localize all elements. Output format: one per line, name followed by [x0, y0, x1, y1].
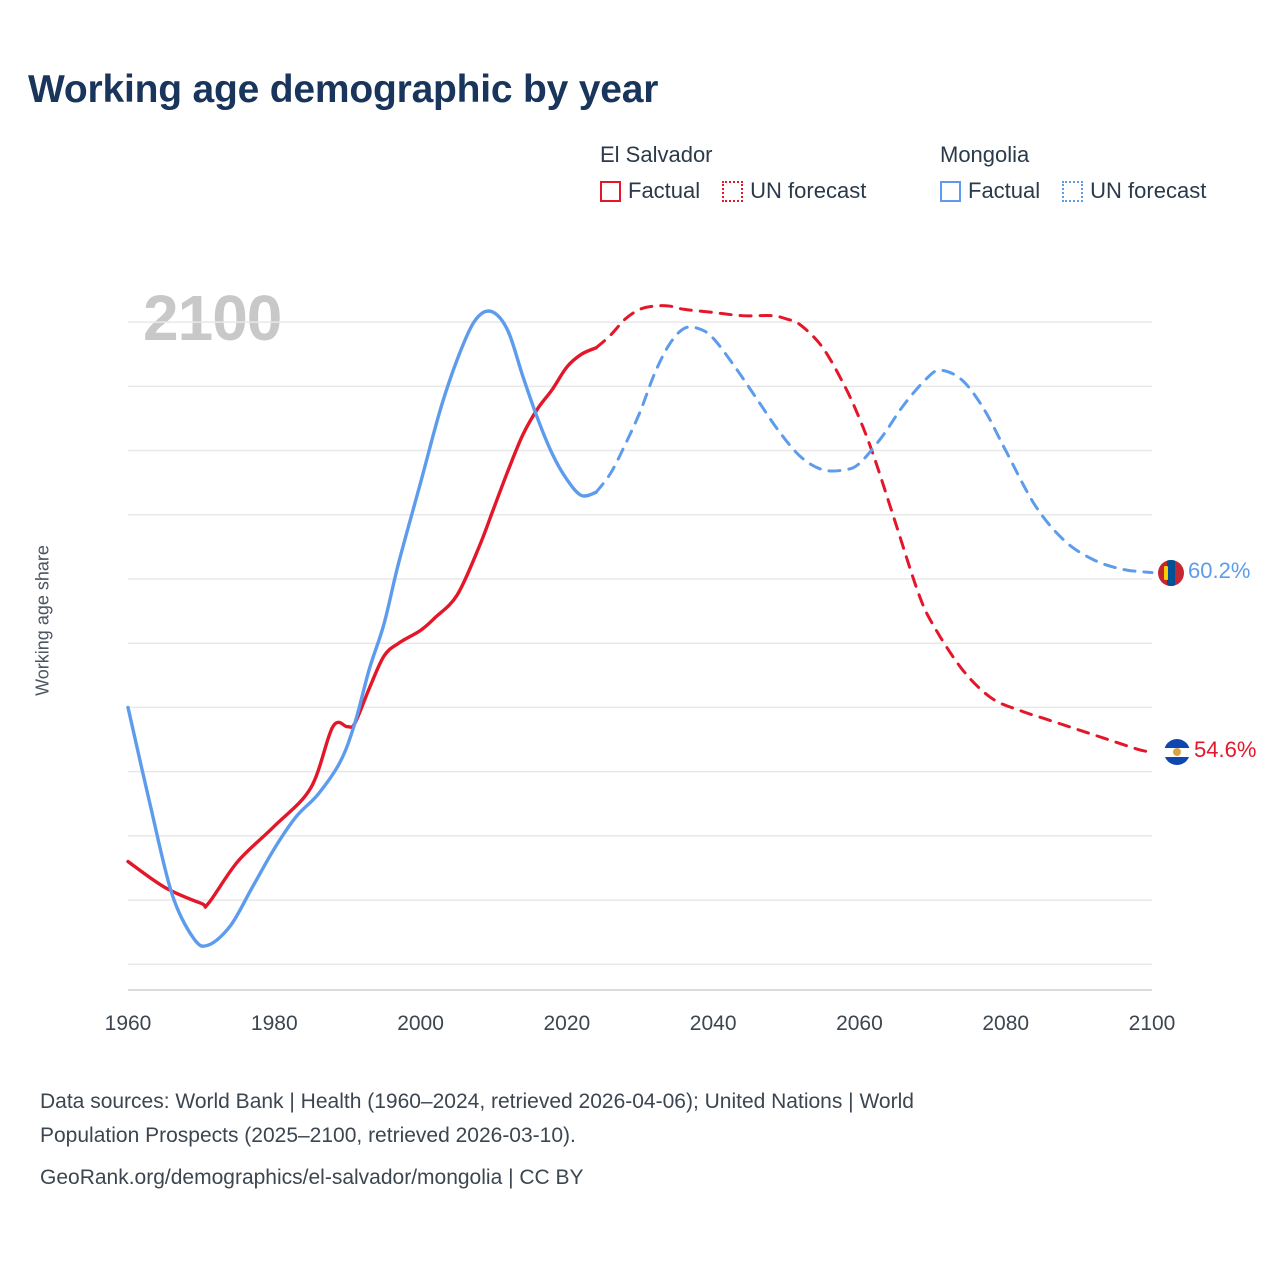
- x-axis-tick-label: 2020: [543, 1012, 591, 1035]
- footer-line-2: Population Prospects (2025–2100, retrieved 2026-03-10).: [40, 1124, 576, 1147]
- legend-country-label: El Salvador: [600, 142, 713, 167]
- x-axis-tick-label: 2060: [836, 1012, 883, 1035]
- year-watermark: 2100: [143, 282, 282, 354]
- x-axis-tick-label: 2040: [689, 1012, 737, 1035]
- legend-item-label: UN forecast: [1090, 178, 1207, 203]
- series-line: [128, 311, 596, 946]
- legend-item-label: Factual: [628, 178, 701, 203]
- endpoint-label-el-salvador: 54.6%: [1194, 737, 1257, 763]
- series-line: [596, 327, 1152, 573]
- mongolia-flag-icon: [1158, 560, 1184, 586]
- endpoint-label-mongolia: 60.2%: [1188, 557, 1251, 583]
- y-axis-label: Working age share: [32, 545, 53, 696]
- x-axis-tick-label: 2100: [1128, 1012, 1176, 1035]
- legend-country-label: Mongolia: [940, 142, 1030, 167]
- footer-line-3: GeoRank.org/demographics/el-salvador/mongolia | CC BY: [40, 1166, 584, 1189]
- legend-item-label: Factual: [968, 178, 1041, 203]
- x-axis-tick-label: 1980: [250, 1012, 298, 1035]
- x-axis-tick-label: 2000: [397, 1012, 444, 1035]
- x-axis-tick-label: 1960: [104, 1012, 152, 1035]
- series-line: [128, 348, 596, 907]
- footer-line-1: Data sources: World Bank | Health (1960–2024, retrieved 2026-04-06); United Nations | World: [40, 1090, 914, 1113]
- footer-sources: [40, 1085, 1250, 1195]
- legend-item-label: UN forecast: [750, 178, 867, 203]
- series-line: [596, 306, 1152, 753]
- x-axis-tick-label: 2080: [982, 1012, 1030, 1035]
- page-title: Working age demographic by year: [28, 68, 659, 111]
- el-salvador-flag-icon: [1164, 739, 1190, 765]
